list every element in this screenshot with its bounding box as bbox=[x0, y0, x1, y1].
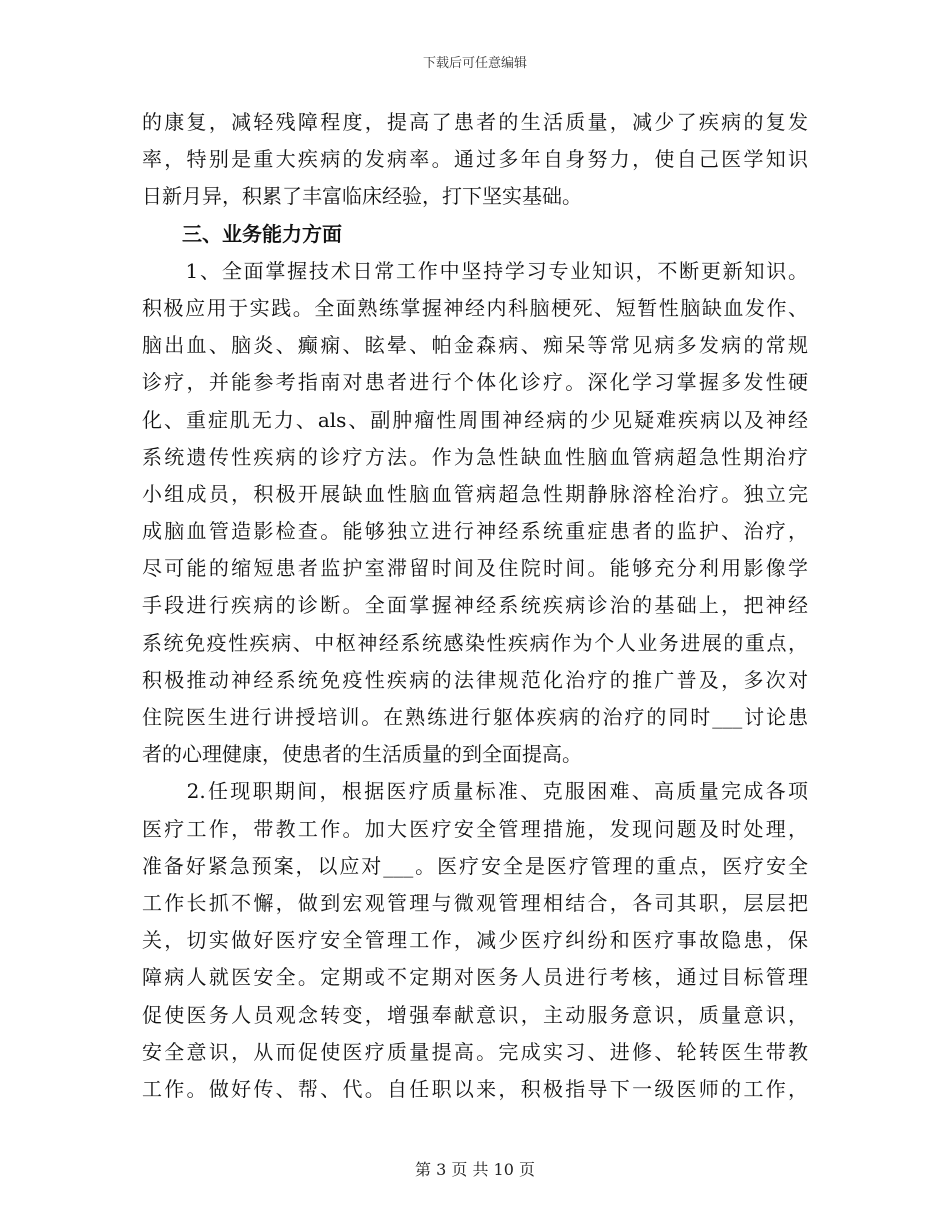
body-line: 诊疗，并能参考指南对患者进行个体化诊疗。深化学习掌握多发性硬 bbox=[142, 370, 808, 395]
body-line: 化、重症肌无力、als、副肿瘤性周围神经病的少见疑难疾病以及神经 bbox=[142, 407, 808, 432]
body-line: 手段进行疾病的诊断。全面掌握神经系统疾病诊治的基础上，把神经 bbox=[142, 593, 808, 618]
document-body bbox=[142, 104, 808, 1108]
body-line: 成脑血管造影检查。能够独立进行神经系统重症患者的监护、治疗， bbox=[142, 519, 808, 544]
body-line: 者的心理健康，使患者的生活质量的到全面提高。 bbox=[142, 742, 582, 767]
body-line: 尽可能的缩短患者监护室滞留时间及住院时间。能够充分利用影像学 bbox=[142, 556, 808, 581]
body-line: 准备好紧急预案，以应对___。医疗安全是医疗管理的重点，医疗安全 bbox=[142, 853, 808, 878]
body-line: 1、全面掌握技术日常工作中坚持学习专业知识，不断更新知识。 bbox=[142, 258, 808, 283]
body-line: 率，特别是重大疾病的发病率。通过多年自身努力，使自己医学知识 bbox=[142, 147, 808, 172]
body-line: 工作长抓不懈，做到宏观管理与微观管理相结合，各司其职，层层把 bbox=[142, 890, 808, 915]
body-line: 安全意识，从而促使医疗质量提高。完成实习、进修、轮转医生带教 bbox=[142, 1039, 808, 1064]
body-line: 障病人就医安全。定期或不定期对医务人员进行考核，通过目标管理 bbox=[142, 965, 808, 990]
body-line: 2.任现职期间，根据医疗质量标准、克服困难、高质量完成各项 bbox=[142, 779, 808, 804]
page-number-footer: 第 3 页 共 10 页 bbox=[415, 1160, 535, 1179]
body-line: 脑出血、脑炎、癫痫、眩晕、帕金森病、痴呆等常见病多发病的常规 bbox=[142, 333, 808, 358]
body-line: 小组成员，积极开展缺血性脑血管病超急性期静脉溶栓治疗。独立完 bbox=[142, 481, 808, 506]
section-heading: 三、业务能力方面 bbox=[142, 221, 342, 246]
body-line: 关，切实做好医疗安全管理工作，减少医疗纠纷和医疗事故隐患，保 bbox=[142, 928, 808, 953]
body-line: 积极应用于实践。全面熟练掌握神经内科脑梗死、短暂性脑缺血发作、 bbox=[142, 295, 808, 320]
body-line: 系统遗传性疾病的诊疗方法。作为急性缺血性脑血管病超急性期治疗 bbox=[142, 444, 808, 469]
body-line: 积极推动神经系统免疫性疾病的法律规范化治疗的推广普及，多次对 bbox=[142, 667, 808, 692]
body-line: 工作。做好传、帮、代。自任职以来，积极指导下一级医师的工作， bbox=[142, 1076, 808, 1101]
body-line: 促使医务人员观念转变，增强奉献意识，主动服务意识，质量意识， bbox=[142, 1002, 808, 1027]
body-line: 的康复，减轻残障程度，提高了患者的生活质量，减少了疾病的复发 bbox=[142, 110, 808, 134]
header-note: 下载后可任意编辑 bbox=[422, 56, 527, 71]
body-line: 日新月异，积累了丰富临床经验，打下坚实基础。 bbox=[142, 184, 582, 209]
body-line: 住院医生进行讲授培训。在熟练进行躯体疾病的治疗的同时___讨论患 bbox=[142, 705, 808, 729]
body-line: 系统免疫性疾病、中枢神经系统感染性疾病作为个人业务进展的重点， bbox=[142, 630, 808, 655]
body-line: 医疗工作，带教工作。加大医疗安全管理措施，发现问题及时处理， bbox=[142, 816, 808, 841]
